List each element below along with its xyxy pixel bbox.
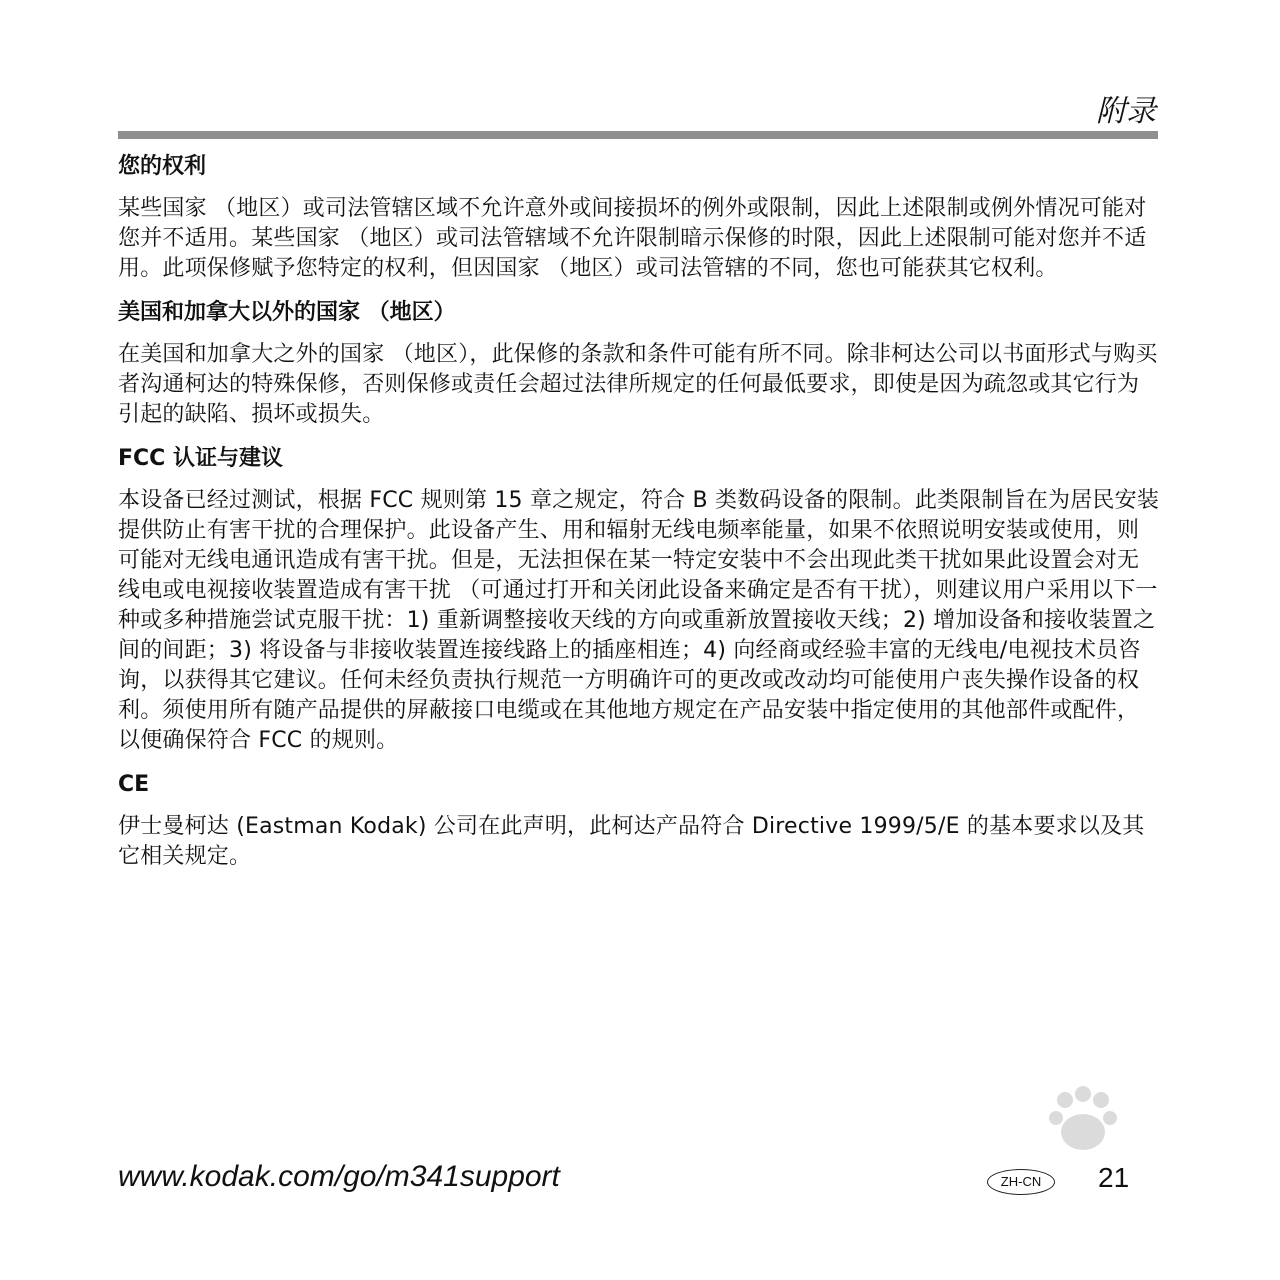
paragraph-ce: 伊士曼柯达 (Eastman Kodak) 公司在此声明，此柯达产品符合 Directive 1999/5/E 的基本要求以及其它相关规定。 <box>118 814 1145 869</box>
paragraph-your-rights: 某些国家 （地区）或司法管辖区域不允许意外或间接损坏的例外或限制，因此上述限制或例外情况可能对您并不适用。某些国家 （地区）或司法管辖域不允许限制暗示保修的时限，因此上述限制可能对您并不适用。此项保修赋予您特定的权利，但因国家 （地区）或司法管辖的不同，您也可能获其它权利。 <box>118 196 1147 281</box>
header-rule <box>118 131 1158 139</box>
support-url: www.kodak.com/go/m341support <box>118 1160 560 1193</box>
page-number: 21 <box>1098 1162 1130 1193</box>
heading-outside-us-canada: 美国和加拿大以外的国家 （地区） <box>118 300 456 325</box>
language-badge: ZH-CN <box>987 1169 1055 1195</box>
heading-your-rights: 您的权利 <box>118 154 207 179</box>
baidu-watermark-logo <box>900 1080 1200 1230</box>
document-body <box>118 152 1160 886</box>
heading-fcc: FCC 认证与建议 <box>118 446 283 471</box>
paragraph-outside-us-canada: 在美国和加拿大之外的国家 （地区），此保修的条款和条件可能有所不同。除非柯达公司以书面形式与购买者沟通柯达的特殊保修，否则保修或责任会超过法律所规定的任何最低要求，即使是因为疏忽或其它行为引起的缺陷、损坏或损失。 <box>118 342 1158 427</box>
paragraph-fcc: 本设备已经过测试，根据 FCC 规则第 15 章之规定，符合 B 类数码设备的限制。此类限制旨在为居民安装提供防止有害干扰的合理保护。此设备产生、用和辐射无线电频率能量，如果不依照说明安装或使用，则可能对无线电通讯造成有害干扰。但是，无法担保在某一特定安装中不会出现此类干扰如果此设置会对无线电或电视接收装置造成有害干扰 （可通过打开和关闭此设备来确定是否有干扰），则建议用户采用以下一种或多种措施尝试克服干扰：1) 重新调整接收天线的方向或重新放置接收天线；2) 增加设备和接收装置之间的间距；3) 将设备与非接收装置连接线路上的插座相连；4) 向经商或经验丰富的无线电/电视技术员咨询，以获得其它建议。任何未经负责执行规范一方明确许可的更改或改动均可能使用户丧失操作设备的权利。须使用所有随产品提供的屏蔽接口电缆或在其他地方规定在产品安装中指定使用的其他部件或配件，以便确保符合 FCC 的规则。 <box>118 488 1160 753</box>
heading-ce: CE <box>118 772 150 797</box>
section-title: 附录 <box>1096 94 1156 129</box>
